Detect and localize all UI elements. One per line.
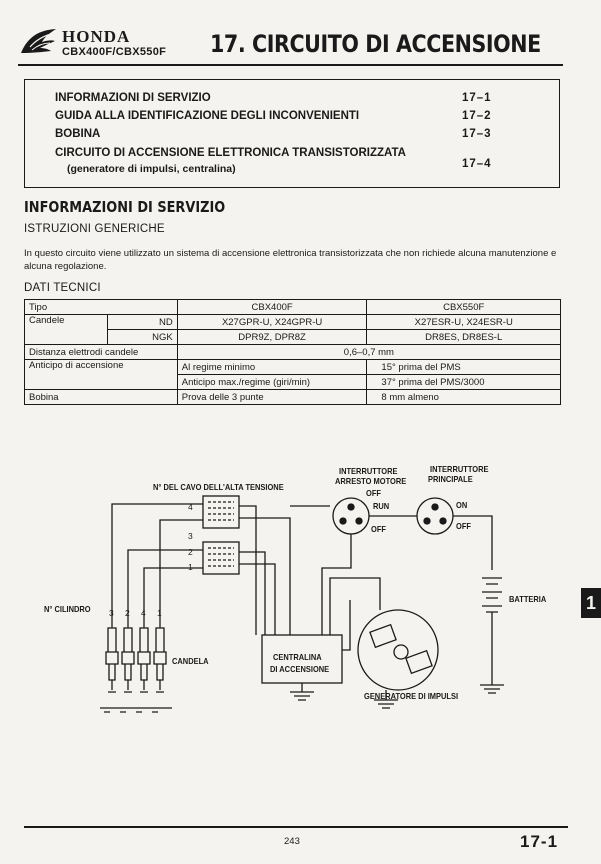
spark-plug-icon	[154, 628, 166, 692]
cylinder-number-label: N° CILINDRO	[44, 604, 91, 614]
cell-tipo: Tipo	[25, 300, 178, 315]
cell-cbx550: CBX550F	[367, 300, 561, 315]
pulse-generator	[358, 610, 438, 690]
table-row	[25, 390, 561, 405]
switch-position-off: OFF	[366, 488, 381, 498]
pickup-wire	[342, 600, 350, 650]
honda-wing-logo	[18, 26, 58, 58]
cylinder-number: 1	[157, 608, 162, 618]
cell-prova-val: 8 mm almeno	[367, 390, 561, 405]
table-row	[25, 300, 561, 315]
cell-regime-min: Al regime minimo	[177, 360, 367, 375]
subsection-technical-data: DATI TECNICI	[24, 282, 101, 294]
cylinder-number: 3	[109, 608, 114, 618]
engine-stop-switch-label: INTERRUTTORE	[339, 466, 398, 476]
ground-icon	[480, 685, 504, 693]
spark-plug-label: CANDELA	[172, 656, 209, 666]
battery-label: BATTERIA	[509, 594, 547, 604]
subsection-general: ISTRUZIONI GENERICHE	[24, 223, 165, 235]
coil-winding-icon	[208, 502, 234, 520]
switch-contact-icon	[348, 504, 354, 510]
table-row	[25, 315, 561, 330]
ground-icon	[374, 700, 398, 708]
cylinder-number: 2	[125, 608, 130, 618]
toc-item-label: INFORMAZIONI DI SERVIZIO	[55, 92, 211, 104]
ground-icon	[290, 692, 314, 700]
section-title: INFORMAZIONI DI SERVIZIO	[24, 198, 226, 216]
switch-contact-icon	[424, 518, 430, 524]
cell-ngk: NGK	[107, 330, 177, 345]
ht-cable-number: 2	[188, 547, 193, 557]
coil-winding-icon	[208, 548, 234, 566]
coil-wire	[239, 564, 275, 635]
toc-item-page: 17–1	[462, 92, 492, 104]
cell-nd-550: X27ESR-U, X24ESR-U	[367, 315, 561, 330]
switch-contact-icon	[340, 518, 346, 524]
spark-plug-icon	[138, 628, 150, 692]
chapter-side-tab: 1	[581, 588, 601, 618]
section-page-code: 17-1	[520, 832, 559, 851]
ht-lead	[144, 568, 203, 628]
engine-stop-switch-label: ARRESTO MOTORE	[335, 476, 407, 486]
chapter-title: 17. CIRCUITO DI ACCENSIONE	[210, 30, 541, 58]
model-name: CBX400F/CBX550F	[62, 46, 167, 58]
rotor-hub-icon	[394, 645, 408, 659]
pickup-coil-icon	[370, 625, 396, 648]
header-rule	[18, 64, 563, 66]
spark-plug-icon	[122, 628, 134, 692]
cell-distanza-val: 0,6–0,7 mm	[177, 345, 560, 360]
table-of-contents	[24, 79, 560, 188]
pulse-generator-label: GENERATORE DI IMPULSI	[364, 691, 459, 701]
ht-cable-number: 3	[188, 531, 193, 541]
main-switch-label: INTERRUTTORE	[430, 464, 489, 474]
cell-anticipo: Anticipo di accensione	[25, 360, 178, 390]
cell-ngk-400: DPR9Z, DPR8Z	[177, 330, 367, 345]
table-row	[25, 345, 561, 360]
cell-cbx400: CBX400F	[177, 300, 367, 315]
switch-contact-icon	[356, 518, 362, 524]
footer-rule	[24, 826, 568, 828]
cell-nd-400: X27GPR-U, X24GPR-U	[177, 315, 367, 330]
switch-contact-icon	[432, 504, 438, 510]
switch-position-off: OFF	[456, 521, 471, 531]
toc-item-sublabel: (generatore di impulsi, centralina)	[67, 163, 236, 175]
toc-item-label: GUIDA ALLA IDENTIFICAZIONE DEGLI INCONVENIENTI	[55, 110, 360, 122]
switch-position-on: ON	[456, 500, 468, 510]
control-unit-label: DI ACCENSIONE	[270, 664, 330, 674]
ht-cable-number-label: N° DEL CAVO DELL'ALTA TENSIONE	[153, 482, 284, 492]
table-row	[25, 360, 561, 375]
cell-bobina: Bobina	[25, 390, 178, 405]
switch-wire	[322, 534, 351, 635]
cylinder-number: 4	[141, 608, 146, 618]
brand-name: HONDA	[62, 27, 131, 46]
switch-position-off: OFF	[371, 524, 386, 534]
switch-position-run: RUN	[373, 501, 390, 511]
cell-candele: Candele	[25, 315, 108, 345]
cell-anticipo-max: Anticipo max./regime (giri/min)	[177, 375, 367, 390]
general-instructions-text: In questo circuito viene utilizzato un sistema di accensione elettronica transistorizzata che non richiede alcuna manutenzione e alcuna regolazione.	[24, 248, 557, 272]
control-unit-label: CENTRALINA	[273, 652, 322, 662]
cell-prova: Prova delle 3 punte	[177, 390, 367, 405]
ht-cable-number: 1	[188, 562, 193, 572]
technical-data-table	[24, 299, 561, 405]
cell-anticipo-max-val: 37° prima del PMS/3000	[367, 375, 561, 390]
toc-item-page: 17–4	[462, 158, 492, 170]
cell-regime-min-val: 15° prima del PMS	[367, 360, 561, 375]
cell-distanza: Distanza elettrodi candele	[25, 345, 178, 360]
toc-item-page: 17–3	[462, 128, 492, 140]
cell-ngk-550: DR8ES, DR8ES-L	[367, 330, 561, 345]
ht-cable-number: 4	[188, 502, 193, 512]
pickup-coil-icon	[406, 651, 432, 674]
spark-plugs	[100, 628, 172, 712]
ht-lead	[160, 520, 203, 628]
toc-item-page: 17–2	[462, 110, 492, 122]
main-switch-label: PRINCIPALE	[428, 474, 473, 484]
ignition-coil-upper	[203, 496, 239, 528]
pickup-wire	[330, 578, 380, 635]
switch-contact-icon	[440, 518, 446, 524]
battery-icon	[482, 578, 502, 612]
toc-item-label: CIRCUITO DI ACCENSIONE ELETTRONICA TRANSISTORIZZATA	[55, 147, 406, 159]
spark-plug-icon	[106, 628, 118, 692]
cell-nd: ND	[107, 315, 177, 330]
coil-wire	[239, 506, 256, 635]
page-number: 243	[284, 836, 300, 847]
ignition-coil-lower	[203, 542, 239, 574]
toc-item-label: BOBINA	[55, 128, 101, 140]
